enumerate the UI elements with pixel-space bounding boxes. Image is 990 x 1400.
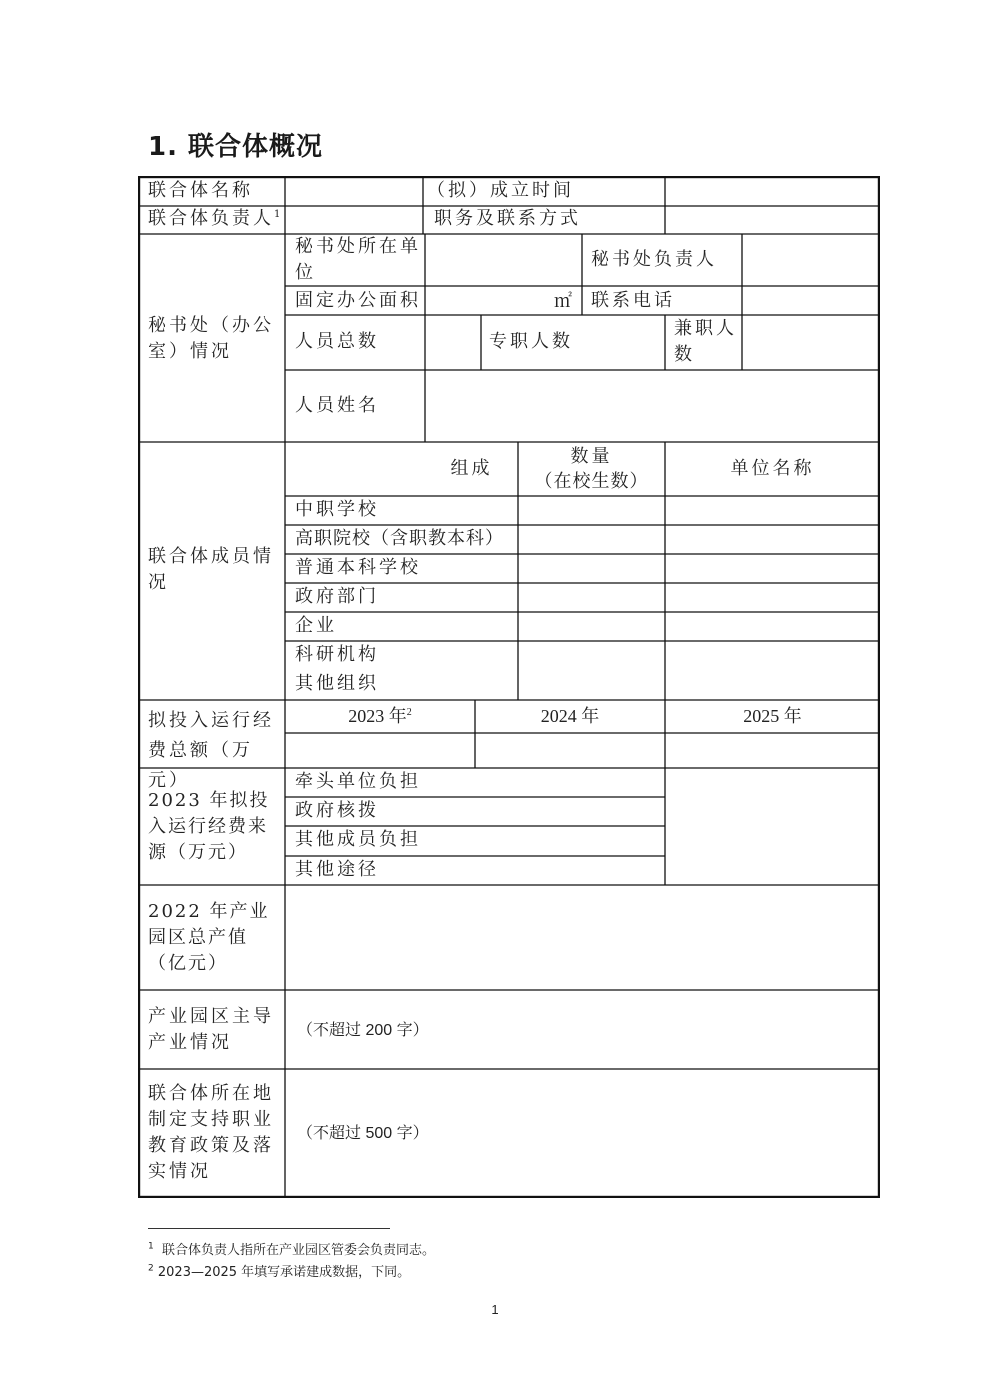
industry-label: 产业园区主导产业情况	[148, 1006, 274, 1053]
member-row-label: 高职院校（含职教本科）	[295, 528, 504, 549]
footnote-1-mark: 1	[148, 1241, 154, 1252]
section-title: 1. 联合体概况	[148, 132, 324, 162]
footnote-ref-2: 2	[406, 707, 412, 718]
source-row-label: 其他途径	[295, 859, 379, 880]
phone-label: 联系电话	[591, 290, 675, 311]
footnote-2-mark: 2	[148, 1263, 154, 1274]
secretariat-label: 秘书处（办公室）情况	[148, 315, 274, 362]
member-row-label: 政府部门	[295, 586, 379, 607]
union-leader-text: 联合体负责人	[148, 208, 274, 229]
industry-word-limit: （不超过 200 字）	[297, 1022, 429, 1039]
source-row-label: 政府核拨	[295, 800, 379, 821]
member-row-label: 普通本科学校	[295, 557, 421, 578]
office-area-label: 固定办公面积	[295, 290, 421, 311]
footnote-ref-1: 1	[274, 209, 281, 220]
source-row-label: 其他成员负担	[295, 829, 421, 850]
composition-header: 组成	[450, 458, 493, 479]
budget-total-label: 拟投入运行经费总额（万元）	[148, 710, 274, 791]
union-name-label: 联合体名称	[148, 180, 253, 201]
position-contact-label: 职务及联系方式	[434, 208, 581, 229]
year-2024-header: 2024 年	[540, 706, 600, 726]
policy-label: 联合体所在地制定支持职业教育政策及落实情况	[148, 1083, 274, 1182]
part-time-label: 兼职人数	[674, 318, 737, 365]
overview-form-table	[138, 176, 880, 1198]
footnote-2-text: 2023—2025 年填写承诺建成数据，下同。	[157, 1265, 411, 1280]
output-2022-label: 2022 年产业园区总产值（亿元）	[148, 901, 270, 974]
member-row-label: 中职学校	[295, 499, 379, 520]
source-row-label: 牵头单位负担	[295, 771, 421, 792]
year-2023-header	[285, 703, 475, 729]
member-row-label: 企业	[295, 615, 337, 636]
year-2025-header: 2025 年	[743, 706, 802, 726]
area-unit: ㎡	[554, 291, 572, 311]
secretariat-head-label: 秘书处负责人	[591, 249, 717, 270]
staff-names-label: 人员姓名	[295, 395, 379, 416]
unit-name-header: 单位名称	[730, 458, 815, 479]
year-2023-text: 2023 年	[348, 706, 407, 726]
footnote-divider	[148, 1228, 390, 1229]
enrolled-header: （在校生数）	[534, 471, 649, 492]
full-time-label: 专职人数	[489, 331, 573, 352]
member-row-label: 科研机构	[295, 644, 379, 665]
footnote-2	[148, 1261, 410, 1280]
secretariat-unit-label: 秘书处所在单位	[295, 236, 421, 283]
page-number: 1	[491, 1302, 499, 1317]
member-row-label: 其他组织	[295, 673, 379, 694]
members-label: 联合体成员情况	[148, 546, 274, 593]
footnote-1-text: 联合体负责人指所在产业园区管委会负责同志。	[162, 1243, 436, 1258]
founded-time-label: （拟）成立时间	[427, 180, 574, 201]
union-leader-label	[148, 206, 280, 232]
source-2023-label: 2023 年拟投入运行经费来源（万元）	[148, 790, 270, 863]
footnote-1	[148, 1239, 435, 1258]
staff-total-label: 人员总数	[295, 331, 379, 352]
quantity-header: 数量	[570, 446, 613, 467]
policy-word-limit: （不超过 500 字）	[297, 1125, 429, 1142]
